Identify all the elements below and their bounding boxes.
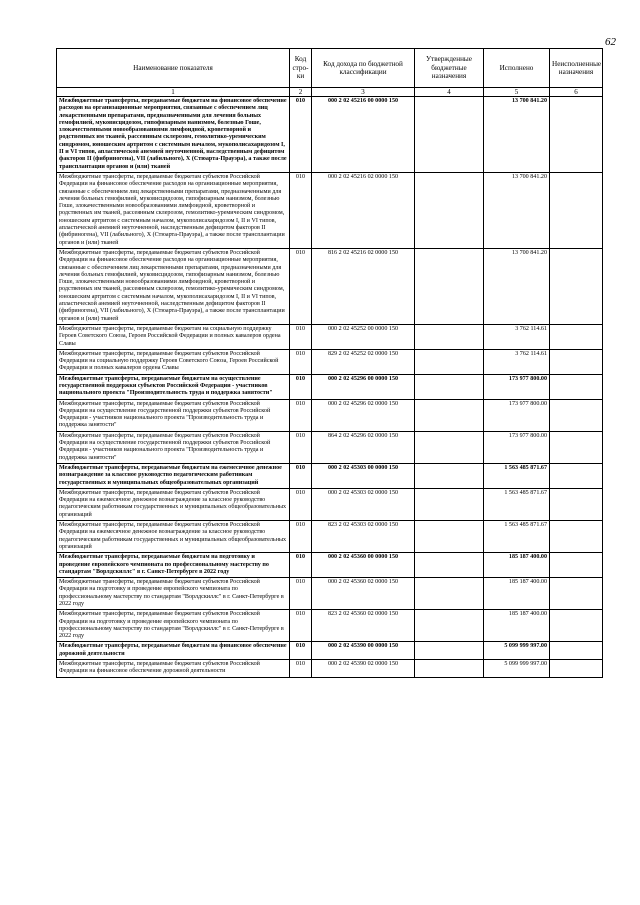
executed-cell: 1 563 485 871.67: [484, 521, 550, 553]
table-row: [57, 399, 603, 431]
income-code-cell: 000 2 02 45303 00 0000 150: [312, 463, 415, 488]
executed-cell: 185 187 400.00: [484, 578, 550, 610]
column-number-row: [57, 88, 603, 97]
line-code-cell: 010: [290, 553, 312, 578]
approved-cell: [415, 172, 484, 248]
executed-cell: 3 762 114.61: [484, 349, 550, 374]
indicator-name-cell: Межбюджетные трансферты, передаваемые бюджетам субъектов Российской Федерации на осуществление государственной поддержки субъектов Российской Федерации - участников национального проекта "Производительность труда и поддержка занятости": [57, 399, 290, 431]
income-code-cell: 000 2 02 45296 02 0000 150: [312, 399, 415, 431]
executed-cell: 5 099 999 997.00: [484, 660, 550, 678]
indicator-name-cell: Межбюджетные трансферты, передаваемые бюджетам субъектов Российской Федерации на социальную поддержку Героев Советского Союза, Героев Российской Федерации и полных кавалеров ордена Славы: [57, 349, 290, 374]
indicator-name-cell: Межбюджетные трансферты, передаваемые бюджетам на подготовку и проведение европейского чемпионата по профессиональному мастерству по стандартам "Ворлдскиллс" в г. Санкт-Петербурге в 2022 году: [57, 553, 290, 578]
income-code-cell: 000 2 02 45303 02 0000 150: [312, 488, 415, 520]
executed-cell: 173 977 800.00: [484, 431, 550, 463]
executed-cell: 173 977 800.00: [484, 374, 550, 399]
line-code-cell: 010: [290, 521, 312, 553]
approved-cell: [415, 660, 484, 678]
income-code-cell: 000 2 02 45216 00 0000 150: [312, 97, 415, 173]
approved-cell: [415, 610, 484, 642]
indicator-name-cell: Межбюджетные трансферты, передаваемые бюджетам на финансовое обеспечение дорожной деятельности: [57, 642, 290, 660]
income-code-cell: 000 2 02 45360 02 0000 150: [312, 578, 415, 610]
table-row: [57, 660, 603, 678]
approved-cell: [415, 578, 484, 610]
approved-cell: [415, 324, 484, 349]
executed-cell: 1 563 485 871.67: [484, 463, 550, 488]
header-approved: Утвержденные бюджетные назначения: [415, 49, 484, 88]
column-number: 3: [312, 88, 415, 97]
column-number: 4: [415, 88, 484, 97]
income-code-cell: 000 2 02 45296 00 0000 150: [312, 374, 415, 399]
executed-cell: 13 700 841.20: [484, 97, 550, 173]
table-row: [57, 463, 603, 488]
income-code-cell: 829 2 02 45252 02 0000 150: [312, 349, 415, 374]
unexecuted-cell: [550, 553, 603, 578]
table-row: [57, 642, 603, 660]
approved-cell: [415, 431, 484, 463]
table-row: [57, 172, 603, 248]
income-code-cell: 000 2 02 45252 00 0000 150: [312, 324, 415, 349]
unexecuted-cell: [550, 349, 603, 374]
indicator-name-cell: Межбюджетные трансферты, передаваемые бюджетам субъектов Российской Федерации на финансовое обеспечение расходов на организационные мероприятия, связанные с обеспечением лиц лекарственными препаратами, предназначенными для лечения больных гемофилией, муковисцидозом, гипофизарным нанизмом, болезнью Гоше, злокачественными новообразованиями лимфоидной, кроветворной и родственных им тканей, рассеянным склерозом, гемолитико-уремическим синдромом, юношеским артритом с системным началом, мукополисахаридозом I, II и VI типов, апластической анемией неуточненной, наследственным дефицитом факторов II (фибриногена), VII (лабильного), X (Стюарта-Прауэра), а также после трансплантации органов и (или) тканей: [57, 248, 290, 324]
column-number: 5: [484, 88, 550, 97]
header-indicator-name: Наименование показателя: [57, 49, 290, 88]
table-row: [57, 248, 603, 324]
income-code-cell: 000 2 02 45216 02 0000 150: [312, 172, 415, 248]
indicator-name-cell: Межбюджетные трансферты, передаваемые бюджетам на социальную поддержку Героев Советского Союза, Героев Российской Федерации и полных кавалеров ордена Славы: [57, 324, 290, 349]
executed-cell: 13 700 841.20: [484, 172, 550, 248]
indicator-name-cell: Межбюджетные трансферты, передаваемые бюджетам на осуществление государственной поддержки субъектов Российской Федерации - участников национального проекта "Производительность труда и поддержка занятости": [57, 374, 290, 399]
executed-cell: 173 977 800.00: [484, 399, 550, 431]
budget-execution-table: [56, 48, 603, 678]
indicator-name-cell: Межбюджетные трансферты, передаваемые бюджетам на финансовое обеспечение расходов на организационные мероприятия, связанные с обеспечением лиц лекарственными препаратами, предназначенными для лечения больных гемофилией, муковисцидозом, гипофизарным нанизмом, болезнью Гоше, злокачественными новообразованиями лимфоидной, кроветворной и родственных им тканей, рассеянным склерозом, гемолитико-уремическим синдромом, юношеским артритом с системным началом, мукополисахаридозом I, II и VI типов, апластической анемией неуточненной, наследственным дефицитом факторов II (фибриногена), VII (лабильного), X (Стюарта-Прауэра), а также после трансплантации органов и (или) тканей: [57, 97, 290, 173]
approved-cell: [415, 97, 484, 173]
unexecuted-cell: [550, 431, 603, 463]
unexecuted-cell: [550, 374, 603, 399]
approved-cell: [415, 399, 484, 431]
indicator-name-cell: Межбюджетные трансферты, передаваемые бюджетам субъектов Российской Федерации на подготовку и проведение европейского чемпионата по профессиональному мастерству по стандартам "Ворлдскиллс" в г. Санкт-Петербурге в 2022 году: [57, 578, 290, 610]
column-number: 2: [290, 88, 312, 97]
unexecuted-cell: [550, 660, 603, 678]
column-number: 1: [57, 88, 290, 97]
executed-cell: 185 187 400.00: [484, 610, 550, 642]
table-row: [57, 349, 603, 374]
line-code-cell: 010: [290, 660, 312, 678]
table-row: [57, 431, 603, 463]
income-code-cell: 816 2 02 45216 02 0000 150: [312, 248, 415, 324]
column-number: 6: [550, 88, 603, 97]
unexecuted-cell: [550, 248, 603, 324]
approved-cell: [415, 248, 484, 324]
unexecuted-cell: [550, 324, 603, 349]
table-row: [57, 553, 603, 578]
line-code-cell: 010: [290, 172, 312, 248]
executed-cell: 13 700 841.20: [484, 248, 550, 324]
table-row: [57, 488, 603, 520]
line-code-cell: 010: [290, 399, 312, 431]
header-unexecuted: Неисполненные назначения: [550, 49, 603, 88]
unexecuted-cell: [550, 463, 603, 488]
approved-cell: [415, 374, 484, 399]
income-code-cell: 823 2 02 45303 02 0000 150: [312, 521, 415, 553]
approved-cell: [415, 553, 484, 578]
line-code-cell: 010: [290, 610, 312, 642]
line-code-cell: 010: [290, 248, 312, 324]
indicator-name-cell: Межбюджетные трансферты, передаваемые бюджетам субъектов Российской Федерации на финансовое обеспечение дорожной деятельности: [57, 660, 290, 678]
income-code-cell: 000 2 02 45390 00 0000 150: [312, 642, 415, 660]
income-code-cell: 823 2 02 45360 02 0000 150: [312, 610, 415, 642]
table-row: [57, 97, 603, 173]
line-code-cell: 010: [290, 642, 312, 660]
unexecuted-cell: [550, 172, 603, 248]
line-code-cell: 010: [290, 431, 312, 463]
line-code-cell: 010: [290, 488, 312, 520]
income-code-cell: 000 2 02 45360 00 0000 150: [312, 553, 415, 578]
table-row: [57, 521, 603, 553]
unexecuted-cell: [550, 488, 603, 520]
indicator-name-cell: Межбюджетные трансферты, передаваемые бюджетам субъектов Российской Федерации на осуществление государственной поддержки субъектов Российской Федерации - участников национального проекта "Производительность труда и поддержка занятости": [57, 431, 290, 463]
indicator-name-cell: Межбюджетные трансферты, передаваемые бюджетам субъектов Российской Федерации на ежемесячное денежное вознаграждение за классное руководство педагогическим работникам государственных и муниципальных общеобразовательных организаций: [57, 521, 290, 553]
executed-cell: 3 762 114.61: [484, 324, 550, 349]
indicator-name-cell: Межбюджетные трансферты, передаваемые бюджетам субъектов Российской Федерации на ежемесячное денежное вознаграждение за классное руководство педагогическим работникам государственных и муниципальных общеобразовательных организаций: [57, 488, 290, 520]
unexecuted-cell: [550, 578, 603, 610]
table-row: [57, 374, 603, 399]
indicator-name-cell: Межбюджетные трансферты, передаваемые бюджетам субъектов Российской Федерации на финансовое обеспечение расходов на организационные мероприятия, связанные с обеспечением лиц лекарственными препаратами, предназначенными для лечения больных гемофилией, муковисцидозом, гипофизарным нанизмом, болезнью Гоше, злокачественными новообразованиями лимфоидной, кроветворной и родственных им тканей, рассеянным склерозом, гемолитико-уремическим синдромом, юношеским артритом с системным началом, мукополисахаридозом I, II и VI типов, апластической анемией неуточненной, наследственным дефицитом факторов II (фибриногена), VII (лабильного), X (Стюарта-Прауэра), а также после трансплантации органов и (или) тканей: [57, 172, 290, 248]
table-body: [57, 97, 603, 678]
header-executed: Исполнено: [484, 49, 550, 88]
unexecuted-cell: [550, 610, 603, 642]
income-code-cell: 000 2 02 45390 02 0000 150: [312, 660, 415, 678]
line-code-cell: 010: [290, 324, 312, 349]
approved-cell: [415, 521, 484, 553]
table-row: [57, 324, 603, 349]
executed-cell: 185 187 400.00: [484, 553, 550, 578]
header-row: [57, 49, 603, 88]
approved-cell: [415, 488, 484, 520]
approved-cell: [415, 463, 484, 488]
approved-cell: [415, 349, 484, 374]
income-code-cell: 864 2 02 45296 02 0000 150: [312, 431, 415, 463]
indicator-name-cell: Межбюджетные трансферты, передаваемые бюджетам субъектов Российской Федерации на подготовку и проведение европейского чемпионата по профессиональному мастерству по стандартам "Ворлдскиллс" в г. Санкт-Петербурге в 2022 году: [57, 610, 290, 642]
executed-cell: 1 563 485 871.67: [484, 488, 550, 520]
line-code-cell: 010: [290, 349, 312, 374]
line-code-cell: 010: [290, 374, 312, 399]
approved-cell: [415, 642, 484, 660]
page-number: 62: [605, 36, 616, 48]
line-code-cell: 010: [290, 97, 312, 173]
line-code-cell: 010: [290, 463, 312, 488]
table-row: [57, 610, 603, 642]
unexecuted-cell: [550, 521, 603, 553]
indicator-name-cell: Межбюджетные трансферты, передаваемые бюджетам на ежемесячное денежное вознаграждение за классное руководство педагогическим работникам государственных и муниципальных общеобразовательных организаций: [57, 463, 290, 488]
header-line-code: Код стро-ки: [290, 49, 312, 88]
unexecuted-cell: [550, 399, 603, 431]
header-income-code: Код дохода по бюджетной классификации: [312, 49, 415, 88]
unexecuted-cell: [550, 97, 603, 173]
table-row: [57, 578, 603, 610]
executed-cell: 5 099 999 997.00: [484, 642, 550, 660]
line-code-cell: 010: [290, 578, 312, 610]
unexecuted-cell: [550, 642, 603, 660]
